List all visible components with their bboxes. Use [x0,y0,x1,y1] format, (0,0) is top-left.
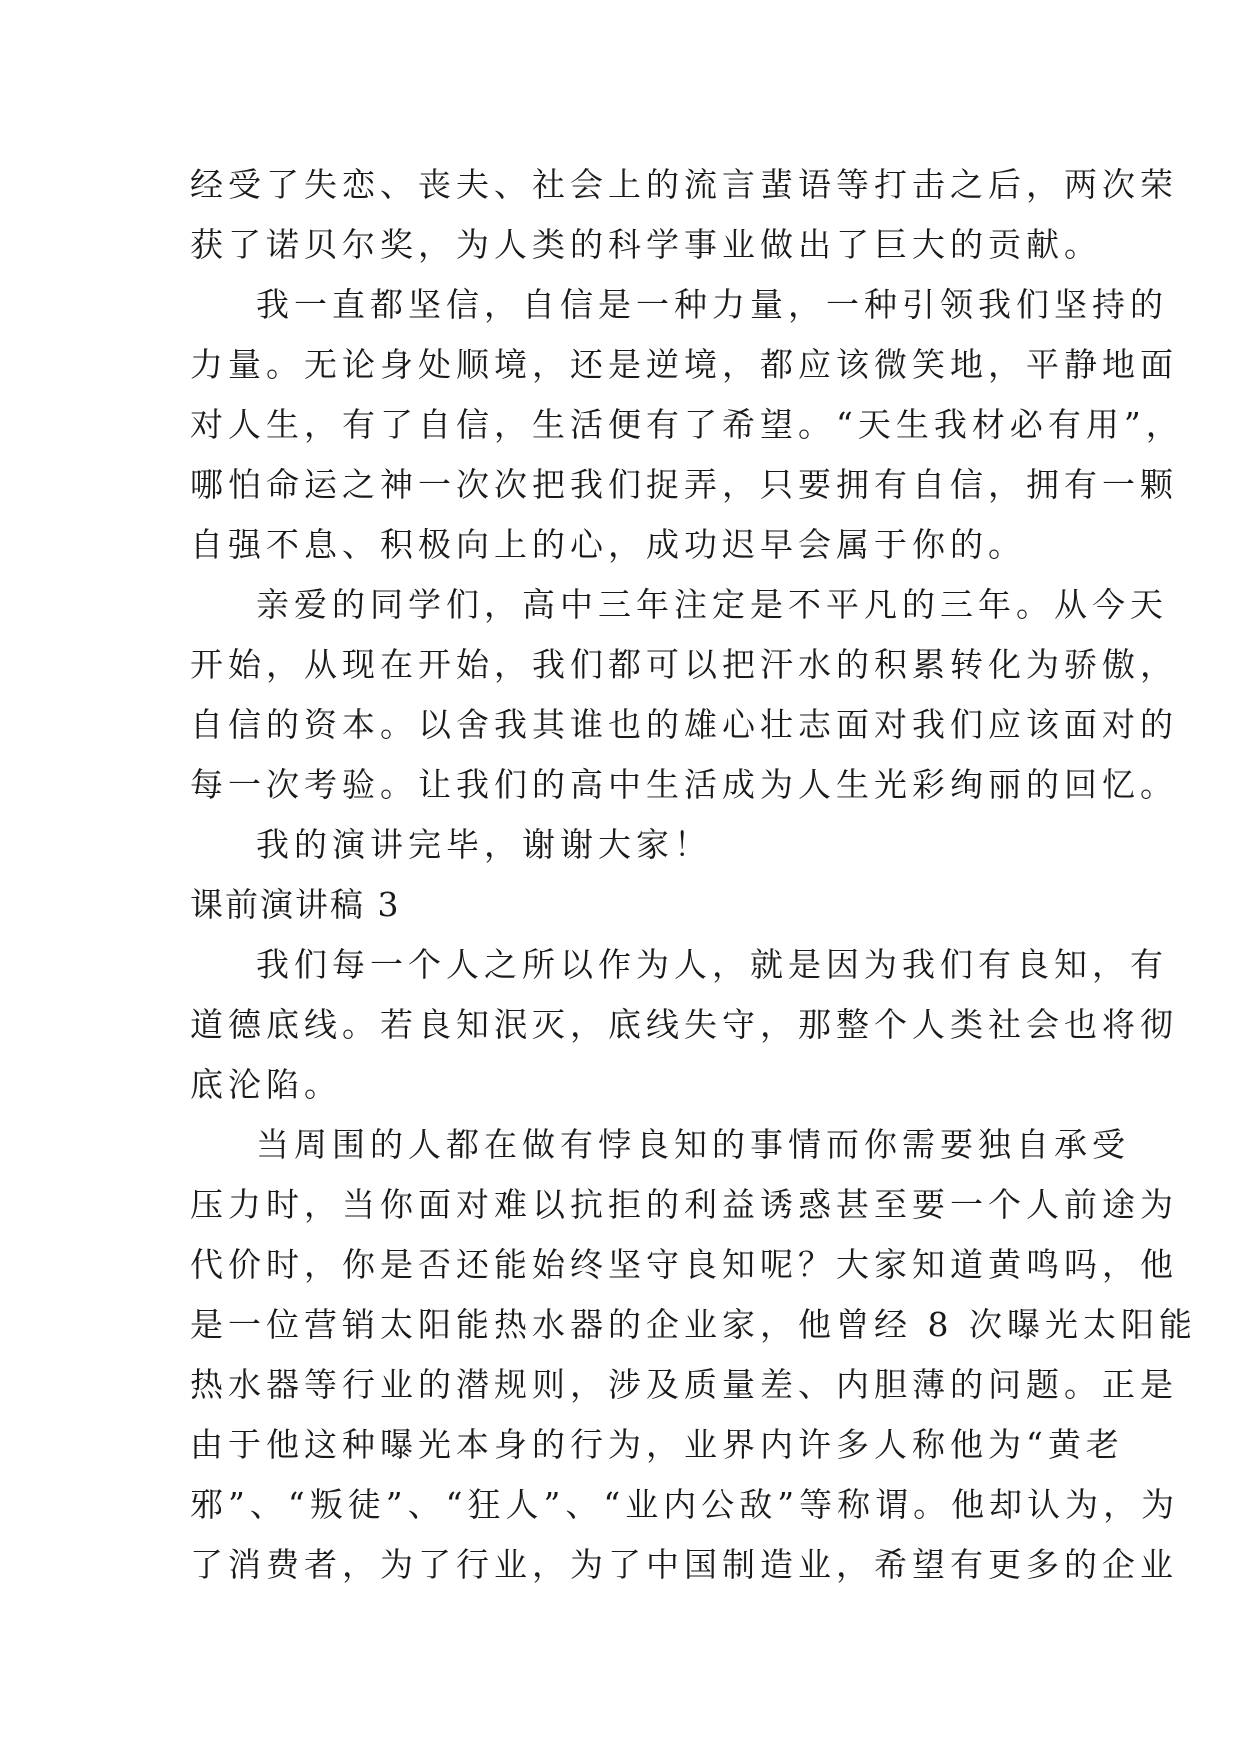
paragraph-start-line: 我们每一个人之所以作为人，就是因为我们有良知，有 [256,945,1168,984]
text-line: 经受了失恋、丧夫、社会上的流言蜚语等打击之后，两次荣 [190,165,1178,204]
text-line: 开始，从现在开始，我们都可以把汗水的积累转化为骄傲， [190,645,1178,684]
text-line: 力量。无论身处顺境，还是逆境，都应该微笑地，平静地面 [190,345,1178,384]
paragraph-start-line: 我一直都坚信，自信是一种力量，一种引领我们坚持的 [256,285,1168,324]
text-line: 压力时，当你面对难以抗拒的利益诱惑甚至要一个人前途为 [190,1185,1178,1224]
text-line: 底沦陷。 [190,1065,342,1104]
text-line: 热水器等行业的潜规则，涉及质量差、内胆薄的问题。正是 [190,1365,1178,1404]
text-line: 道德底线。若良知泯灭，底线失守，那整个人类社会也将彻 [190,1005,1178,1044]
section-heading: 课前演讲稿 3 [190,885,401,924]
text-line: 自强不息、积极向上的心，成功迟早会属于你的。 [190,525,1026,564]
text-line: 获了诺贝尔奖，为人类的科学事业做出了巨大的贡献。 [190,225,1102,264]
text-line: 是一位营销太阳能热水器的企业家，他曾经 8 次曝光太阳能 [190,1305,1197,1344]
document-body [190,155,1197,1595]
text-line: 每一次考验。让我们的高中生活成为人生光彩绚丽的回忆。 [190,765,1178,804]
text-line: 对人生，有了自信，生活便有了希望。“天生我材必有用”， [190,405,1184,444]
text-line: 邪”、“叛徒”、“狂人”、“业内公敌”等称谓。他却认为，为 [190,1485,1180,1524]
text-line: 自信的资本。以舍我其谁也的雄心壮志面对我们应该面对的 [190,705,1178,744]
paragraph-start-line: 亲爱的同学们，高中三年注定是不平凡的三年。从今天 [256,585,1168,624]
text-line: 了消费者，为了行业，为了中国制造业，希望有更多的企业 [190,1545,1178,1584]
paragraph-start-line: 当周围的人都在做有悖良知的事情而你需要独自承受 [256,1125,1130,1164]
text-line: 代价时，你是否还能始终坚守良知呢？大家知道黄鸣吗，他 [190,1245,1178,1284]
paragraph-start-line: 我的演讲完毕，谢谢大家！ [256,825,712,864]
text-line: 由于他这种曝光本身的行为，业界内许多人称他为“黄老 [190,1425,1124,1464]
text-line: 哪怕命运之神一次次把我们捉弄，只要拥有自信，拥有一颗 [190,465,1178,504]
